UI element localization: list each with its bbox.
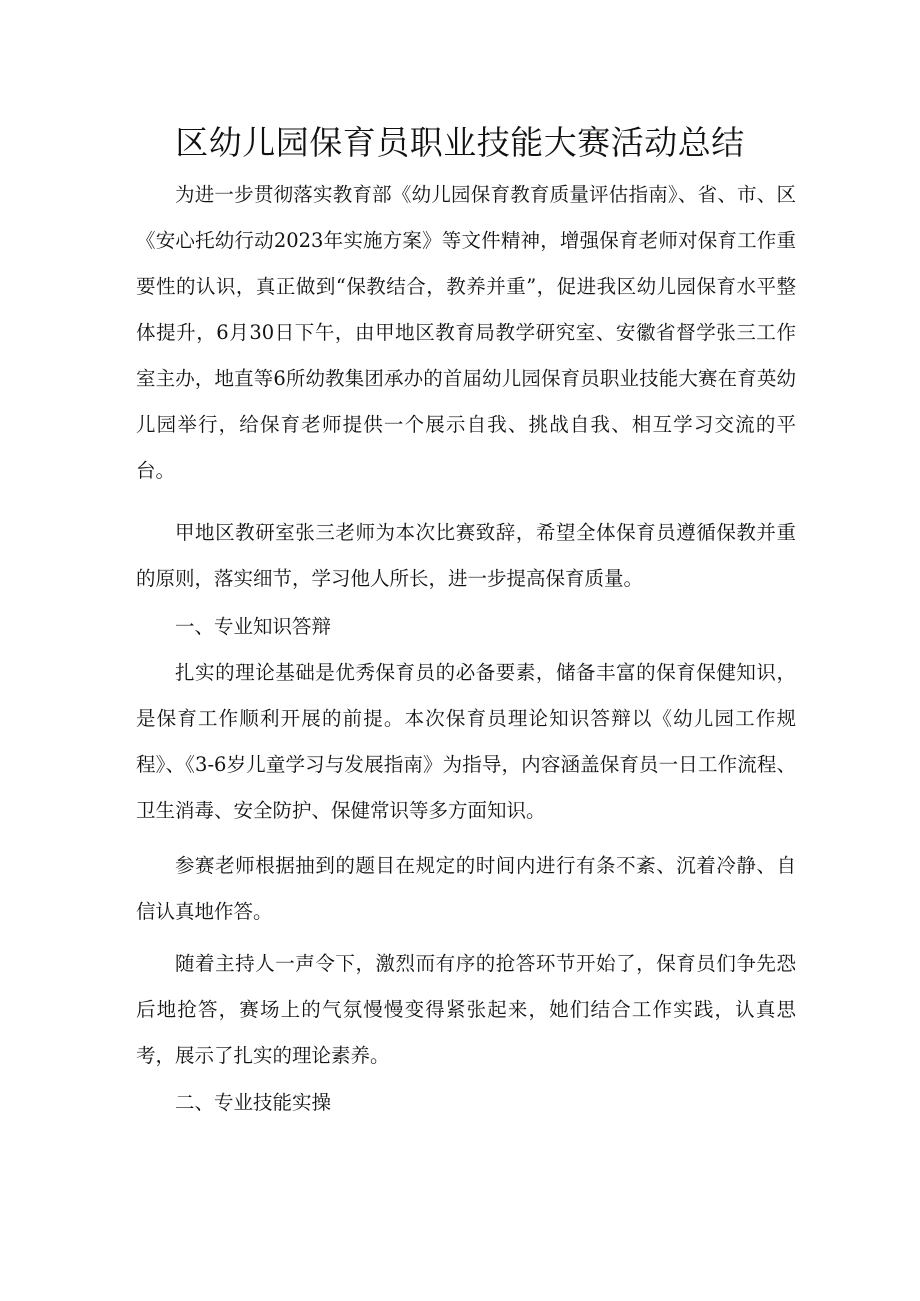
paragraph-quick-answer: 随着主持人一声令下，激烈而有序的抢答环节开始了，保育员们争先恐后地抢答，赛场上的气氛慢慢变得紧张起来，她们结合工作实践，认真思考，展示了扎实的理论素养。: [136, 952, 796, 1067]
paragraph-speech: 甲地区教研室张三老师为本次比赛致辞，希望全体保育员遵循保教并重的原则，落实细节，学习他人所长，进一步提高保育质量。: [136, 521, 796, 590]
paragraph-intro: 为进一步贯彻落实教育部《幼儿园保育教育质量评估指南》、省、市、区《安心托幼行动2023年实施方案》等文件精神，增强保育老师对保育工作重要性的认识，真正做到“保教结合，教养并重”，促进我区幼儿园保育水平整体提升，6月30日下午，由甲地区教育局教学研究室、安徽省督学张三工作室主办，地直等6所幼教集团承办的首届幼儿园保育员职业技能大赛在育英幼儿园举行，给保育老师提供一个展示自我、挑战自我、相互学习交流的平台。: [136, 183, 796, 482]
paragraph-theory-basis: 扎实的理论基础是优秀保育员的必备要素，储备丰富的保育保健知识，是保育工作顺利开展的前提。本次保育员理论知识答辩以《幼儿园工作规程》、《3-6岁儿童学习与发展指南》为指导，内容涵盖保育员一日工作流程、卫生消毒、安全防护、保健常识等多方面知识。: [136, 661, 796, 822]
section-heading-knowledge-defense: 一、专业知识答辩: [175, 615, 332, 638]
section-heading-skill-practice: 二、专业技能实操: [175, 1091, 332, 1114]
document-title: 区幼儿园保育员职业技能大赛活动总结: [175, 123, 745, 162]
paragraph-answering: 参赛老师根据抽到的题目在规定的时间内进行有条不紊、沉着冷静、自信认真地作答。: [136, 854, 796, 923]
